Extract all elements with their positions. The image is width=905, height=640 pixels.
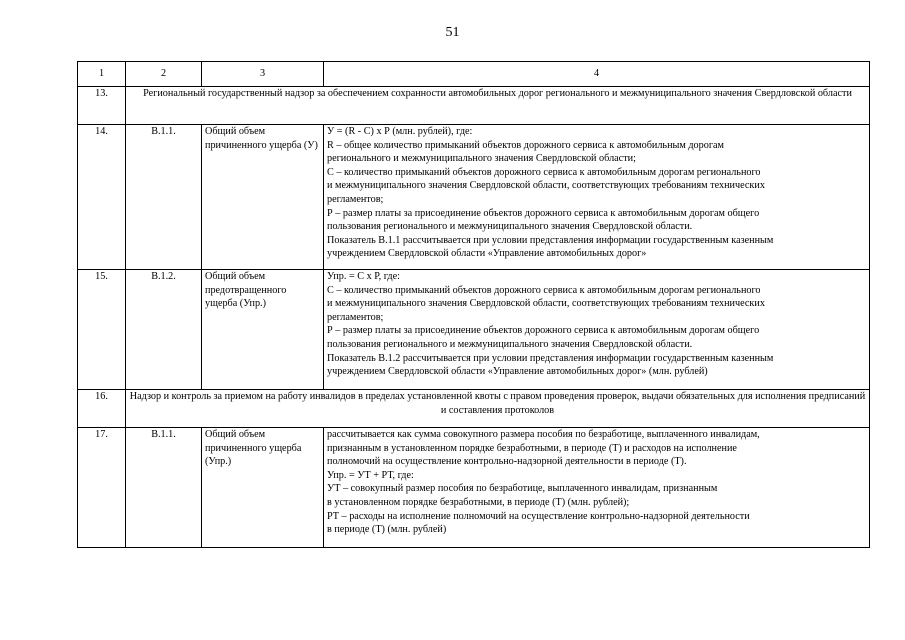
table-header-row xyxy=(78,62,870,87)
formula-line: рассчитывается как сумма совокупного размера пособия по безработице, выплаченного инвалидам, xyxy=(327,429,760,440)
table-row xyxy=(78,428,870,548)
formula-line: и межмуниципального значения Свердловской области, соответствующих требованиям технических xyxy=(327,180,765,192)
formula-line: R – общее количество примыканий объектов дорожного сервиса к автомобильным дорогам xyxy=(327,139,724,151)
indicator-name: Общий объем причиненного ущерба (Упр.) xyxy=(202,428,324,548)
formula-line: Упр. = УТ + РТ, где: xyxy=(327,469,414,481)
formula-line: полномочий на осуществление контрольно-надзорной деятельности в периоде (Т). xyxy=(327,456,687,468)
formula-line: пользования регионального и межмуниципального значения Свердловской области. xyxy=(327,221,693,233)
table-row xyxy=(78,270,870,390)
row-number: 14. xyxy=(78,125,126,270)
formula-line: Р – размер платы за присоединение объектов дорожного сервиса к автомобильным дорогам общего xyxy=(327,325,760,337)
indicator-formula xyxy=(324,270,870,390)
formula-line: У = (R - С) х Р (млн. рублей), где: xyxy=(327,126,473,137)
row-number: 17. xyxy=(78,428,126,548)
formula-line: учреждением Свердловской области «Управление автомобильных дорог» (млн. рублей) xyxy=(327,366,708,378)
formula-line: регламентов; xyxy=(327,193,384,205)
formula-line: регламентов; xyxy=(327,311,384,323)
formula-line: УТ – совокупный размер пособия по безработице, выплаченного инвалидам, признанным xyxy=(327,483,718,495)
formula-line: признанным в установленном порядке безработными, в периоде (Т) и расходов на исполнение xyxy=(327,442,737,454)
formula-line: РТ – расходы на исполнение полномочий на осуществление контрольно-надзорной деятельности xyxy=(327,510,750,522)
indicator-name: Общий объем предотвращенного ущерба (Упр.) xyxy=(202,270,324,390)
page-number: 51 xyxy=(445,25,460,40)
header-cell: 1 xyxy=(78,62,126,87)
indicator-name: Общий объем причиненного ущерба (У) xyxy=(202,125,324,270)
header-cell: 3 xyxy=(202,62,324,87)
formula-line: Р – размер платы за присоединение объектов дорожного сервиса к автомобильным дорогам общего xyxy=(327,207,760,219)
indicator-formula xyxy=(324,428,870,548)
formula-line: и межмуниципального значения Свердловской области, соответствующих требованиям технических xyxy=(327,298,765,310)
header-cell: 2 xyxy=(126,62,202,87)
indicator-code: В.1.1. xyxy=(126,428,202,548)
formula-line: регионального и межмуниципального значения Свердловской области; xyxy=(327,153,636,165)
indicators-table xyxy=(77,61,870,548)
row-number: 13. xyxy=(78,87,126,125)
formula-line: в установленном порядке безработными, в периоде (Т) (млн. рублей); xyxy=(327,496,630,508)
formula-line: пользования регионального и межмуниципального значения Свердловской области. xyxy=(327,338,693,350)
formula-line: С – количество примыканий объектов дорожного сервиса к автомобильным дорогам регионального xyxy=(327,166,761,178)
formula-line: С – количество примыканий объектов дорожного сервиса к автомобильным дорогам регионального xyxy=(327,284,761,296)
section-row xyxy=(78,87,870,125)
table-row xyxy=(78,125,870,270)
formula-line: учреждением Свердловской области «Управление автомобильных дорог» xyxy=(327,248,647,260)
formula-line: Показатель В.1.2 рассчитывается при условии представления информации государственным казенным xyxy=(327,352,774,364)
formula-line: Показатель В.1.1 рассчитывается при условии представления информации государственным казенным xyxy=(327,234,774,246)
section-title: Надзор и контроль за приемом на работу инвалидов в пределах установленной квоты с правом проведения проверок, выдачи обязательных для исполнения предписаний и составления протоколов xyxy=(126,390,870,428)
indicator-code: В.1.2. xyxy=(126,270,202,390)
indicator-formula xyxy=(324,125,870,270)
section-row xyxy=(78,390,870,428)
indicator-code: В.1.1. xyxy=(126,125,202,270)
header-cell: 4 xyxy=(324,62,870,87)
formula-line: в периоде (Т) (млн. рублей) xyxy=(327,524,447,536)
formula-line: Упр. = С х Р, где: xyxy=(327,271,400,282)
section-title: Региональный государственный надзор за обеспечением сохранности автомобильных дорог регионального и межмуниципального значения Свердловской области xyxy=(126,87,870,125)
row-number: 16. xyxy=(78,390,126,428)
row-number: 15. xyxy=(78,270,126,390)
